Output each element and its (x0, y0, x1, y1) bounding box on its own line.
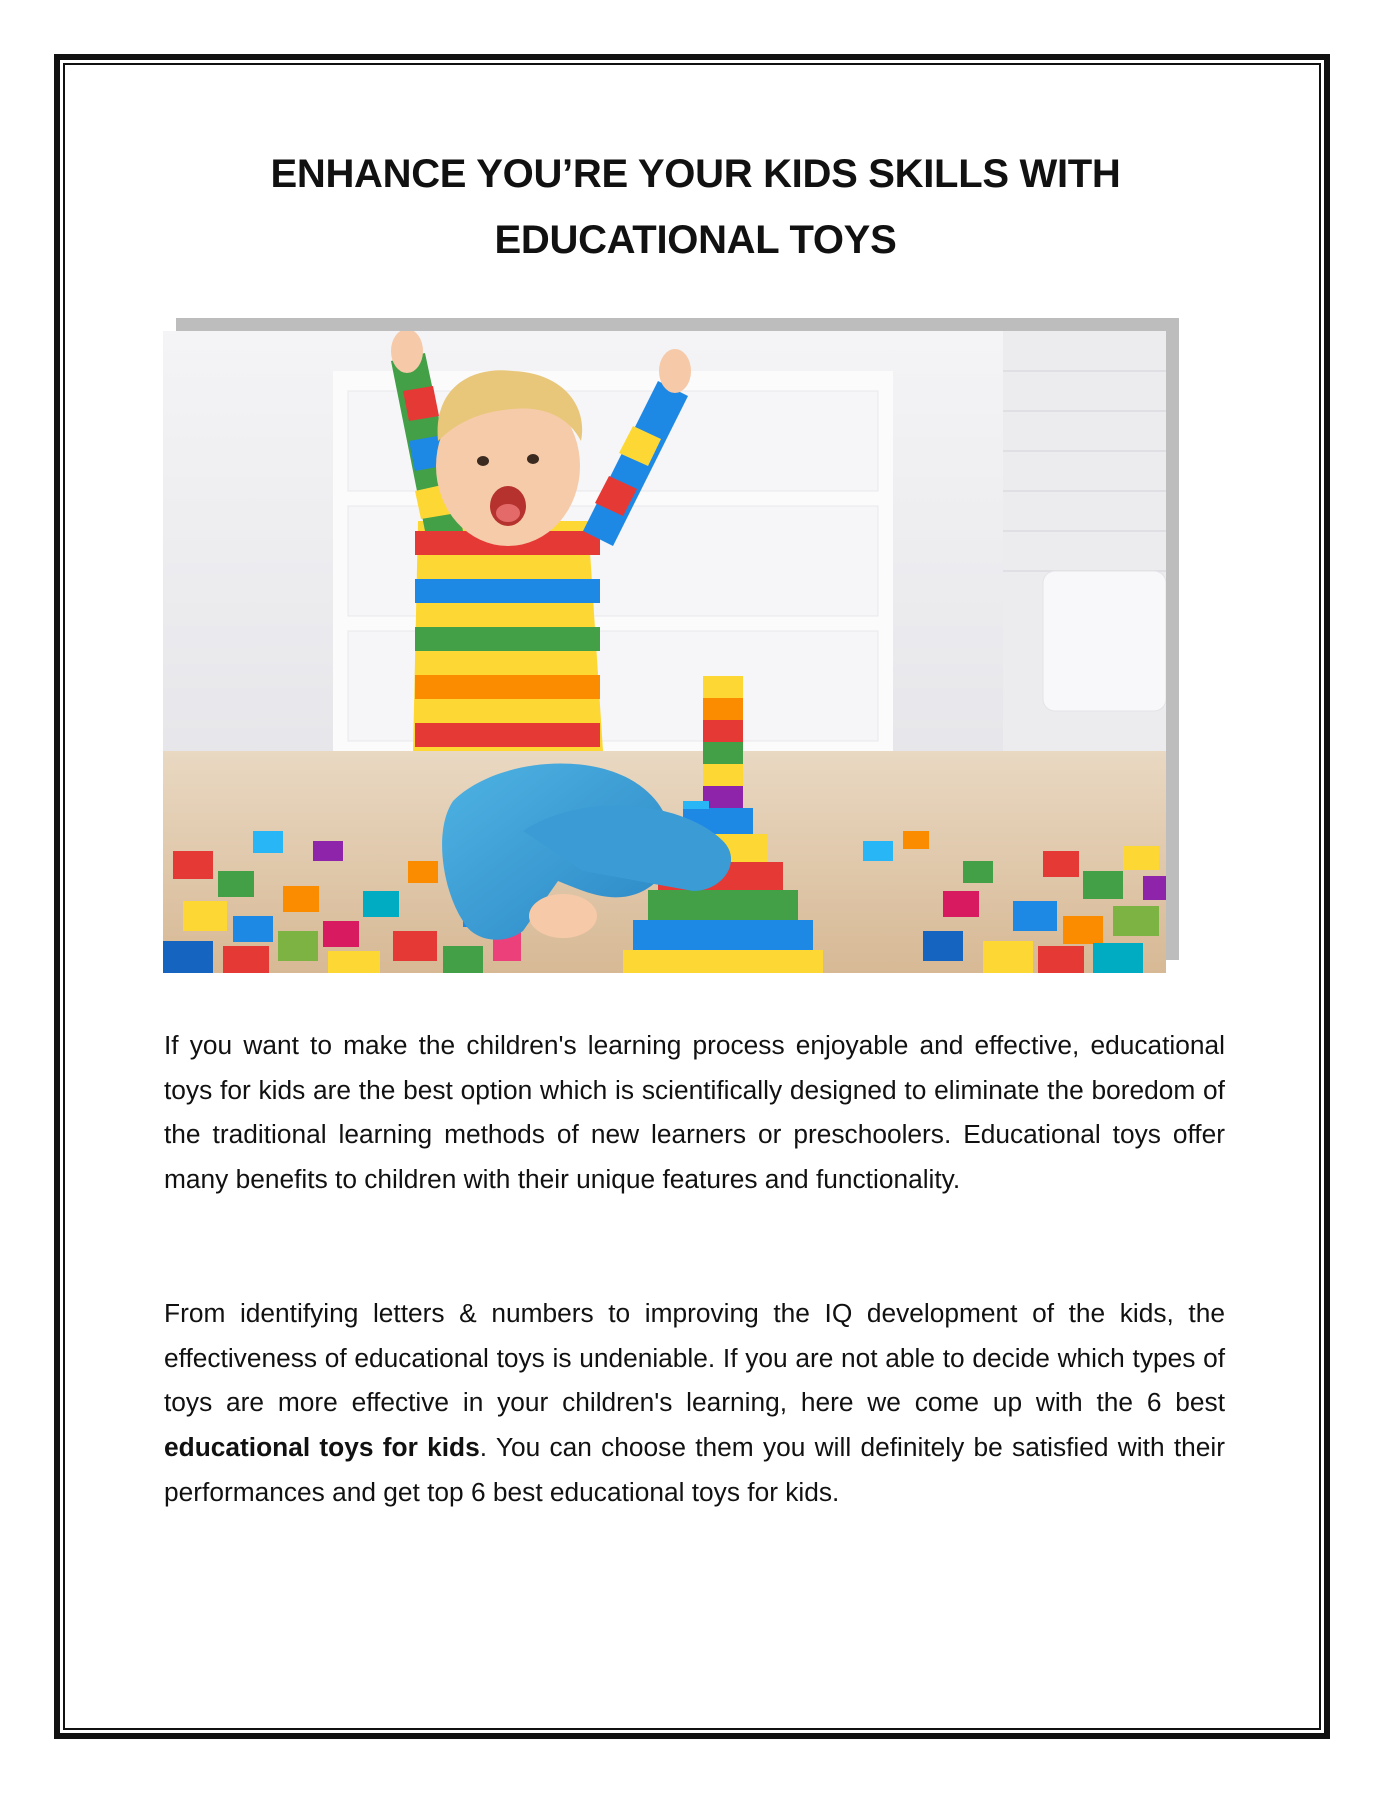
title-line-2: EDUCATIONAL TOYS (494, 218, 897, 262)
paragraph-1: If you want to make the children's learning process enjoyable and effective, educational toys for kids are the best option which is scientifically designed to eliminate the boredom of the traditional learning methods of new learners or preschoolers. Educational toys offer many benefits to children with their unique features and functionality. (164, 1030, 1225, 1195)
title-line-1: ENHANCE YOU’RE YOUR KIDS SKILLS WITH (270, 152, 1121, 196)
paragraph-2-text-start: From identifying letters & numbers to improving the IQ development of the kids, the effectiveness of educational toys is undeniable. If you are not able to decide which types of toys are more effective in your children's learning, here we come up with the 6 best (164, 1298, 1225, 1418)
paragraph-2-bold-link-text: educational toys for kids (164, 1432, 480, 1463)
page-title (160, 141, 1231, 273)
paragraph-2-text-end: . You can choose them you will definitely be satisfied with their performances and get top 6 best educational toys for kids. (164, 1432, 1225, 1507)
child-playing-blocks-photo (163, 331, 1166, 973)
paragraph-2 (164, 1291, 1225, 1515)
